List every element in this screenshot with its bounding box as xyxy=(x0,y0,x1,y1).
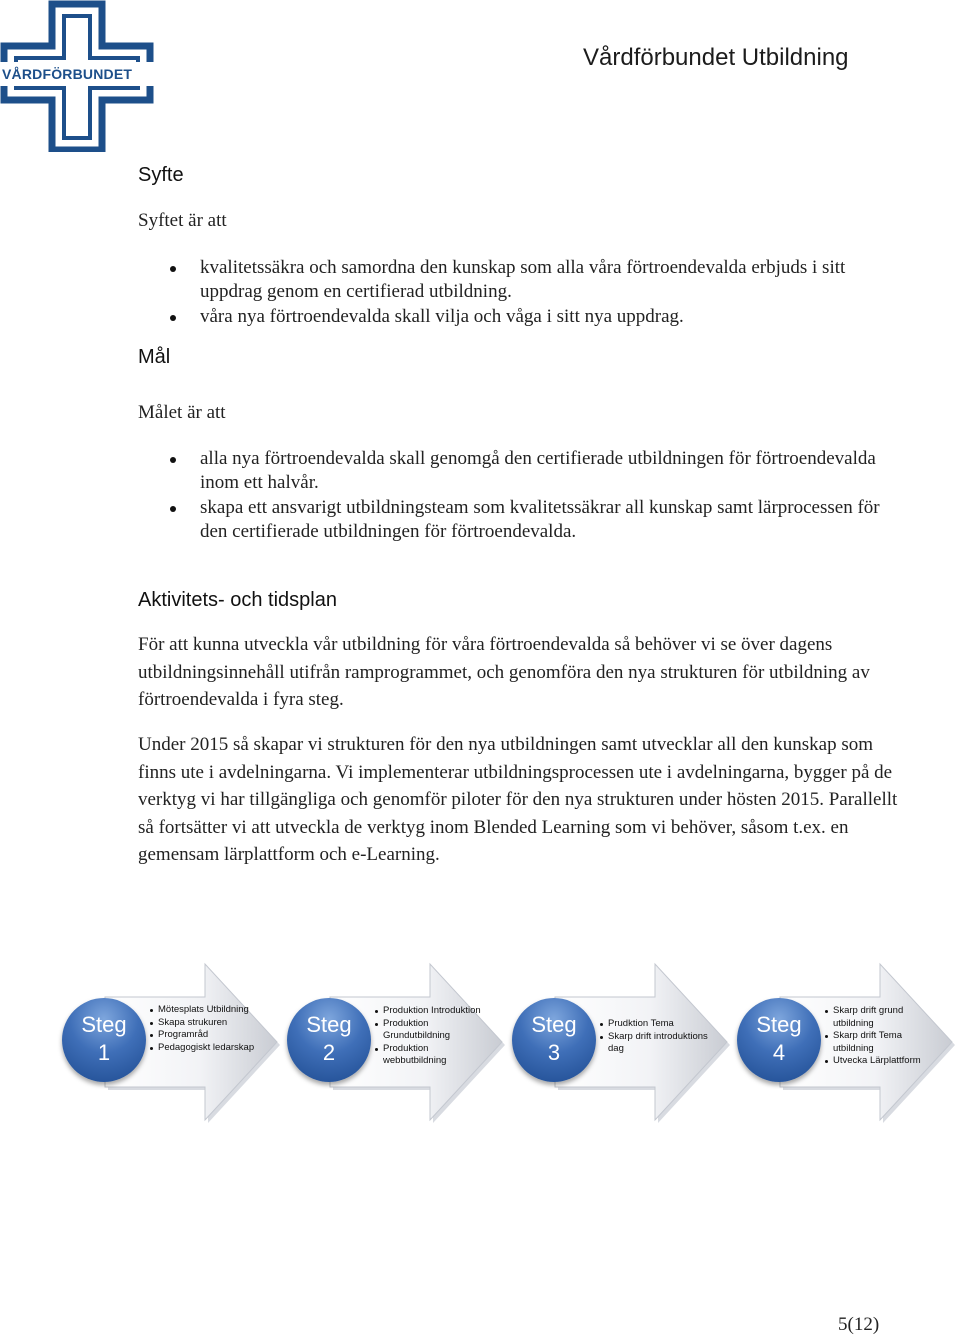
syfte-bullet-list xyxy=(200,256,900,330)
step-badge-number: 2 xyxy=(322,1040,336,1065)
process-diagram xyxy=(55,960,960,1125)
logo-text: VÅRDFÖRBUNDET xyxy=(2,66,133,82)
list-item: alla nya förtroendevalda skall genomgå den certifierade utbildningen för förtroendevalda inom ett halvår. xyxy=(200,447,900,495)
step-badge-word: Steg xyxy=(306,1012,352,1037)
mal-bullet-list xyxy=(200,447,900,545)
step-2 xyxy=(280,960,505,1125)
list-item: Utvecka Lärplattform xyxy=(824,1055,936,1068)
list-item: Prudktion Tema xyxy=(599,1018,711,1031)
step-badge-word: Steg xyxy=(756,1012,802,1037)
step-item-list xyxy=(149,1004,261,1054)
list-item: våra nya förtroendevalda skall vilja och våga i sitt nya uppdrag. xyxy=(200,305,900,329)
step-item-list xyxy=(599,1018,711,1056)
step-badge xyxy=(737,998,821,1082)
list-item: Produktion webbutbildning xyxy=(374,1043,486,1068)
step-badge xyxy=(287,998,371,1082)
list-item: Produktion Introduktion xyxy=(374,1005,486,1018)
aktivitet-paragraph-2: Under 2015 så skapar vi strukturen för den nya utbildningen samt utvecklar all den kunskap som finns ute i avdelningarna. Vi implementerar utbildningsprocessen ute i avdelningarna, bygger på de verktyg vi har tillgängliga och genomför piloter för den nya strukturen under hösten 2015. Parallellt så fortsätter vi att utveckla de verktyg inom Blended Learning som vi behöver, såsom t.ex. en gemensam lärplattform och e-Learning. xyxy=(138,734,898,865)
list-item: Skarp drift grund utbildning xyxy=(824,1005,936,1030)
list-item: Pedagogiskt ledarskap xyxy=(149,1042,261,1055)
page-number: 5(12) xyxy=(838,1314,880,1335)
section-heading-aktivitet: Aktivitets- och tidsplan xyxy=(138,589,337,611)
list-item: Mötesplats Utbildning xyxy=(149,1004,261,1017)
step-badge-number: 3 xyxy=(547,1040,561,1065)
step-badge-word: Steg xyxy=(81,1012,127,1037)
vardforbundet-logo xyxy=(0,0,155,152)
section-heading-syfte: Syfte xyxy=(138,164,184,186)
mal-lead: Målet är att xyxy=(138,402,226,423)
step-badge-number: 1 xyxy=(97,1040,111,1065)
list-item: Programråd xyxy=(149,1029,261,1042)
step-1 xyxy=(55,960,280,1125)
step-4 xyxy=(730,960,955,1125)
list-item: skapa ett ansvarigt utbildningsteam som kvalitetssäkrar all kunskap samt lärprocessen för den certifierade utbildningen för förtroendevalda. xyxy=(200,496,900,544)
step-badge-number: 4 xyxy=(772,1040,786,1065)
step-item-list xyxy=(374,1005,486,1068)
section-heading-mal: Mål xyxy=(138,346,171,368)
list-item: Skapa strukuren xyxy=(149,1017,261,1030)
step-badge-word: Steg xyxy=(531,1012,577,1037)
list-item: Skarp drift Tema utbildning xyxy=(824,1030,936,1055)
list-item: kvalitetssäkra och samordna den kunskap som alla våra förtroendevalda erbjuds i sitt uppdrag genom en certifierad utbildning. xyxy=(200,256,900,304)
syfte-lead: Syftet är att xyxy=(138,210,227,231)
step-item-list xyxy=(824,1005,936,1068)
list-item: Produktion Grundutbildning xyxy=(374,1018,486,1043)
aktivitet-paragraph-1: För att kunna utveckla vår utbildning för våra förtroendevalda så behöver vi se över dagens utbildningsinnehåll utifrån ramprogrammet, och genomföra den nya strukturen för utbildning av förtroendevalda i fyra steg. xyxy=(138,634,870,710)
header-title: Vårdförbundet Utbildning xyxy=(583,44,849,71)
list-item: Skarp drift introduktions dag xyxy=(599,1031,711,1056)
step-3 xyxy=(505,960,730,1125)
step-badge xyxy=(512,998,596,1082)
step-badge xyxy=(62,998,146,1082)
